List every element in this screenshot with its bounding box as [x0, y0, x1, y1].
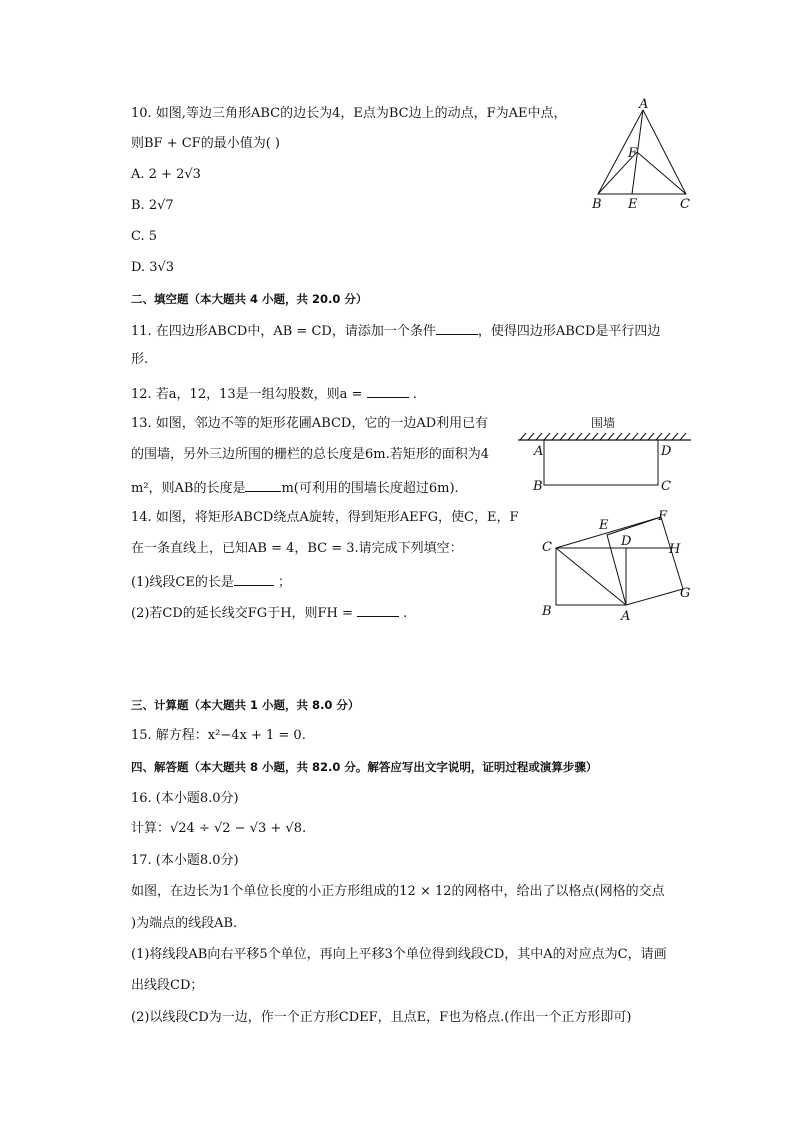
q14-answer-blank-2[interactable]	[357, 602, 399, 617]
q10-stem-line1: 10. 如图,等边三角形ABC的边长为4，E点为BC边上的动点，F为AE中点，	[131, 106, 567, 121]
fig14-label-e: E	[599, 518, 609, 533]
q14-line1: 14. 如图，将矩形ABCD绕点A旋转，得到矩形AEFG，使C，E，F	[131, 510, 519, 525]
fig10-label-e: E	[628, 197, 638, 212]
fig13-wall-label: 围墙	[591, 416, 616, 430]
q12-answer-blank[interactable]	[367, 383, 409, 398]
q10-stem-line2: 则BF + CF的最小值为( )	[131, 136, 280, 151]
q17-line2: 如图，在边长为1个单位长度的小正方形组成的12 × 12的网格中，给出了以格点(网格的交点	[131, 884, 665, 899]
fig14-label-b: B	[542, 604, 552, 619]
q14-text-1a: (1)线段CE的长是	[131, 575, 234, 590]
q14-rotated-rectangle-figure	[535, 505, 695, 625]
q13-answer-blank[interactable]	[245, 477, 281, 492]
q16-line2: 计算：√24 ÷ √2 − √3 + √8.	[131, 821, 307, 836]
q12-text-b: .	[408, 387, 417, 402]
q17-line5: 出线段CD；	[131, 978, 204, 993]
q10-option-a: A. 2 + 2√3	[131, 167, 201, 182]
section-2-heading: 二、填空题（本大题共 4 小题，共 20.0 分）	[131, 292, 368, 306]
q14-text-2a: (2)若CD的延长线交FG于H，则FH =	[131, 606, 358, 621]
fig14-label-h: H	[669, 542, 681, 557]
fig13-label-d: D	[661, 444, 672, 459]
q11-line2: 形.	[131, 352, 149, 367]
fig14-label-g: G	[680, 586, 691, 601]
q11-line1	[131, 320, 660, 342]
q14-line2: 在一条直线上，已知AB = 4，BC = 3.请完成下列填空：	[131, 541, 463, 556]
fig14-label-c: C	[542, 540, 552, 555]
fig14-label-d: D	[621, 534, 632, 549]
q14-line3	[131, 571, 291, 593]
q14-text-2b: .	[399, 606, 408, 621]
section-3-heading: 三、计算题（本大题共 1 小题，共 8.0 分）	[131, 698, 360, 712]
q12-line	[131, 383, 417, 405]
fig10-label-a: A	[639, 97, 649, 112]
q13-text-a: m²，则AB的长度是	[131, 481, 246, 496]
fig13-label-c: C	[661, 479, 671, 494]
q11-answer-blank[interactable]	[436, 320, 478, 335]
q14-line4	[131, 602, 407, 624]
q13-line1: 13. 如图，邻边不等的矩形花圃ABCD，它的一边AD利用已有	[131, 416, 489, 431]
fig13-label-a: A	[534, 444, 544, 459]
q17-line4: (1)将线段AB向右平移5个单位，再向上平移3个单位得到线段CD，其中A的对应点为C，请画	[131, 947, 667, 962]
q14-text-1b: ；	[273, 575, 291, 590]
fig10-label-c: C	[680, 197, 690, 212]
q10-triangle-figure	[585, 97, 695, 212]
q17-line3: )为端点的线段AB.	[131, 916, 238, 931]
q12-text-a: 12. 若a，12，13是一组勾股数，则a =	[131, 387, 367, 402]
q10-option-d: D. 3√3	[131, 260, 175, 275]
q13-text-b: m(可利用的围墙长度超过6m).	[281, 481, 459, 496]
q13-wall-rectangle-figure	[515, 412, 695, 498]
fig10-label-f: F	[628, 146, 638, 161]
q11-text-a: 11. 在四边形ABCD中，AB = CD，请添加一个条件	[131, 324, 436, 339]
q13-line2: 的围墙，另外三边所围的栅栏的总长度是6m.若矩形的面积为4	[131, 447, 490, 462]
q15-line: 15. 解方程：x²−4x + 1 = 0.	[131, 728, 306, 743]
q10-option-b: B. 2√7	[131, 198, 174, 213]
q10-option-c: C. 5	[131, 229, 158, 244]
q11-text-b: ，使得四边形ABCD是平行四边	[477, 324, 661, 339]
section-4-heading: 四、解答题（本大题共 8 小题，共 82.0 分。解答应写出文字说明，证明过程或演算步骤）	[131, 760, 598, 774]
q14-answer-blank-1[interactable]	[234, 571, 274, 586]
q17-line6: (2)以线段CD为一边，作一个正方形CDEF，且点E，F也为格点.(作出一个正方形即可)	[131, 1010, 632, 1025]
fig13-label-b: B	[533, 479, 543, 494]
fig14-label-a: A	[621, 609, 631, 624]
q13-line3	[131, 477, 459, 499]
fig14-label-f: F	[658, 509, 668, 524]
q16-line1: 16. (本小题8.0分)	[131, 791, 239, 806]
fig10-label-b: B	[592, 197, 602, 212]
q17-line1: 17. (本小题8.0分)	[131, 853, 239, 868]
